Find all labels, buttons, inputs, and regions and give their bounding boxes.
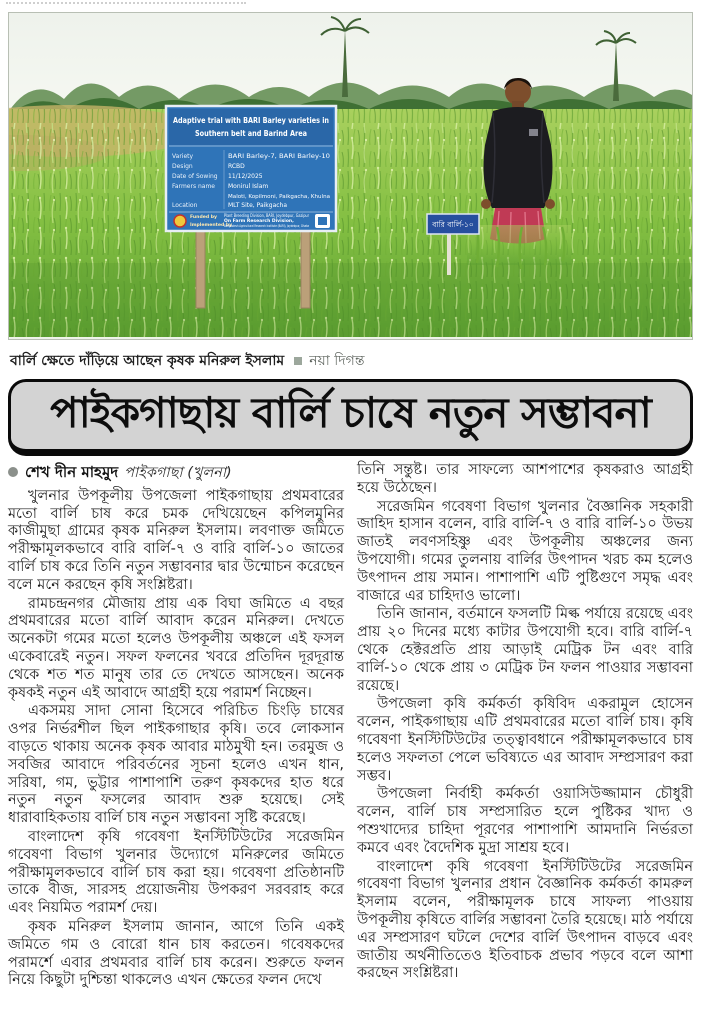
article-paragraph: উপজেলা নির্বাহী কর্মকর্তা ওয়াসিউজ্জামান চৌধুরী বলেন, বার্লি চাষ সম্প্রসারিত হলে পুষ্টিকর খাদ্য ও পশুখাদ্যের চাহিদা পূরণের পাশাপাশি আমদানি নির্ভরতা কমবে এবং বৈদেশিক মুদ্রা সাশ্রয় হবে। [357,786,693,856]
top-crop-mark [6,2,246,4]
article-paragraph: বাংলাদেশ কৃষি গবেষণা ইনস্টিটিউটের সরেজমিন গবেষণা বিভাগ খুলনার প্রধান বৈজ্ঞানিক কর্মকর্তা কামরুল ইসলাম বলেন, পরীক্ষামূলক চাষে সাফল্য পাওয়ায় উপকূলীয় কৃষিতে বার্লির সম্ভাবনা তৈরি হয়েছে। মাঠ পর্যায়ে এর সম্প্রসারণ ঘটলে দেশের বার্লি উৎপাদন বাড়বে এবং জাতীয় অর্থনীতিতেও ইতিবাচক প্রভাব পড়বে বলে আশা করছেন সংশ্লিষ্টরা। [357,858,693,982]
signboard-row-label: Location [172,202,198,209]
signboard-right-logo-icon [315,214,330,228]
signboard-left-logo-icon [174,215,186,227]
photo-caption-source: নয়া দিগন্ত [309,353,365,369]
article-left-column [8,462,344,991]
photo-caption [10,349,695,373]
byline-bullet-icon [8,467,18,477]
caption-separator-icon [294,357,302,365]
signboard-row-value: BARI Barley-7, BARI Barley-10 [228,153,331,160]
article-paragraph: একসময় সাদা সোনা হিসেবে পরিচিত চিংড়ি চাষের ওপর নির্ভরশীল ছিল পাইকগাছার কৃষি। তবে লোকসান বাড়তে থাকায় অনেক কৃষক আবার মাঠমুখী হন। তরমুজ ও সবজির আবাদে পরিবর্তনের সূচনা হলেও এখন ধান, সরিষা, গম, ভুট্টার পাশাপাশি তরুণ কৃষকদের হাত ধরে নতুন নতুন ফসলের আবাদ শুরু হয়েছে। সেই ধারাবাহিকতায় বার্লি চাষ নতুন সম্ভাবনা সৃষ্টি করেছে। [8,703,344,827]
article-paragraph: বাংলাদেশ কৃষি গবেষণা ইনস্টিটিউটের সরেজমিন গবেষণা বিভাগ খুলনার উদ্যোগে মনিরুলের জমিতে পরীক্ষামূলকভাবে বার্লি চাষ করা হয়। গবেষণা প্রতিষ্ঠানটি তাকে বীজ, সারসহ প্রয়োজনীয় উপকরণ সরবরাহ করে এবং নিয়মিত পরামর্শ দেয়। [8,828,344,917]
signboard-row-value: RCBD [228,163,245,170]
byline-location: পাইকগাছা (খুলনা) [124,465,232,481]
article-paragraph: তিনি জানান, বর্তমানে ফসলটি মিল্ক পর্যায়ে রয়েছে এবং প্রায় ২০ দিনের মধ্যে কাটার উপযোগী হবে। বারি বার্লি-৭ থেকে হেক্টরপ্রতি প্রায় আড়াই মেট্রিক টন এবং বারি বার্লি-১০ থেকে প্রায় ৩ মেট্রিক টন ফলন পাওয়ার সম্ভাবনা রয়েছে। [357,606,693,694]
signboard-row-value: 11/12/2025 [228,173,263,180]
article-paragraph: রামচন্দ্রনগর মৌজায় প্রায় এক বিঘা জমিতে এ বছর প্রথমবারের মতো বার্লি আবাদ করেন মনিরুল। দেখতে অনেকটা গমের মতো হলেও উপকূলীয় অঞ্চলে এই ফসল একেবারেই নতুন। সফল ফলনের খবরে প্রতিদিন দূরদূরান্ত থেকে শত শত মানুষ তার তে দেখতে আসছেন। অনেক কৃষকই নতুন এই আবাদে আগ্রহী হয়ে পরামর্শ নিচ্ছেন। [8,595,344,701]
photo-caption-text: বার্লি ক্ষেতে দাঁড়িয়ে আছেন কৃষক মনিরুল ইসলাম [10,353,285,369]
article-headline: পাইকগাছায় বার্লি চাষে নতুন সম্ভাবনা [50,388,651,437]
signboard-row-label: Farmers name [172,183,215,190]
article-paragraph: উপজেলা কৃষি কর্মকর্তা কৃষিবিদ একরামুল হোসেন বলেন, পাইকগাছায় এটি প্রথমবারের মতো বার্লি চাষ। কৃষি গবেষণা ইনস্টিটিউটের তত্ত্বাবধানে পরীক্ষামূলকভাবে চাষ হলেও সফলতা পেলে ভবিষ্যতে এর আবাদ সম্প্রসারণ করা সম্ভব। [357,696,693,784]
headline-box [8,379,693,456]
photo-field [9,105,692,337]
signboard-funded-by: Funded by [190,215,218,220]
byline-author: শেখ দীন মাহমুদ [25,463,119,481]
article-paragraph: সরেজমিন গবেষণা বিভাগ খুলনার বৈজ্ঞানিক সহকারী জাহিদ হাসান বলেন, বারি বার্লি-৭ ও বারি বার্লি-১০ উভয় জাতই লবণসহিষ্ণু এবং উপকূলীয় অঞ্চলের জন্য উপযোগী। গমের তুলনায় বার্লির উৎপাদন খরচ কম হলেও উৎপাদন প্রায় সমান। পাশাপাশি এটি পুষ্টিগুণে সমৃদ্ধ এবং বাজারে এর চাহিদাও ভালো। [357,498,693,604]
signboard-row-value: Maloti, Kopilmoni, Paikgacha, Khulna [228,194,330,200]
article-body [8,462,693,991]
signboard-footer-line2: On Farm Research Division, [224,219,294,224]
signboard-row-value: Monirul Islam [228,183,269,190]
signboard-footer-line3: Bangladesh Agricultural Research Institute (BARI), Joydebpur, Dhaka [224,223,309,228]
signboard-title-line2: Southern belt and Barind Area [195,129,307,138]
signboard-row-label: Date of Sowing [172,173,218,180]
signboard-footer-line1: Plant Breeding Division, BARI, Joydebpur, Gazipur [224,214,331,219]
article-paragraph: কৃষক মনিরুল ইসলাম জানান, আগে তিনি একই জমিতে গম ও বোরো ধান চাষ করতেন। গবেষকদের পরামর্শে এবার প্রথমবার বার্লি চাষ করেন। শুরুতে ফলন নিয়ে কিছুটা দুশ্চিন্তা থাকলেও এখন ক্ষেতের ফলন দেখে [8,918,344,989]
plot-marker-label: বারি বার্লি-১০ [432,220,474,229]
article-paragraph: খুলনার উপকূলীয় উপজেলা পাইকগাছায় প্রথমবারের মতো বার্লি চাষ করে চমক দেখিয়েছেন কপিলমুনির কাজীমুছা গ্রামের কৃষক মনিরুল ইসলাম। লবণাক্ত জমিতে পরীক্ষামূলকভাবে বারি বার্লি-৭ ও বারি বার্লি-১০ জাতের বার্লি চাষ করে তিনি নতুন সম্ভাবনার দ্বার উন্মোচন করেছেন বলে মনে করছেন কৃষি সংশ্লিষ্টরা। [8,487,344,593]
signboard-implemented-by: Implemented by [190,223,233,228]
signboard-title-line1: Adaptive trial with BARI Barley varieties in [173,116,330,125]
signboard-row-label: Variety [172,153,194,160]
field-photo [8,12,693,340]
signboard-row-label: Design [172,163,193,170]
signboard-row-value: MLT Site, Paikgacha [228,202,288,209]
article-paragraph: তিনি সন্তুষ্ট। তার সাফল্যে আশপাশের কৃষকরাও আগ্রহী হয়ে উঠেছেন। [357,462,693,496]
article-right-column [357,462,693,991]
byline [8,464,344,483]
